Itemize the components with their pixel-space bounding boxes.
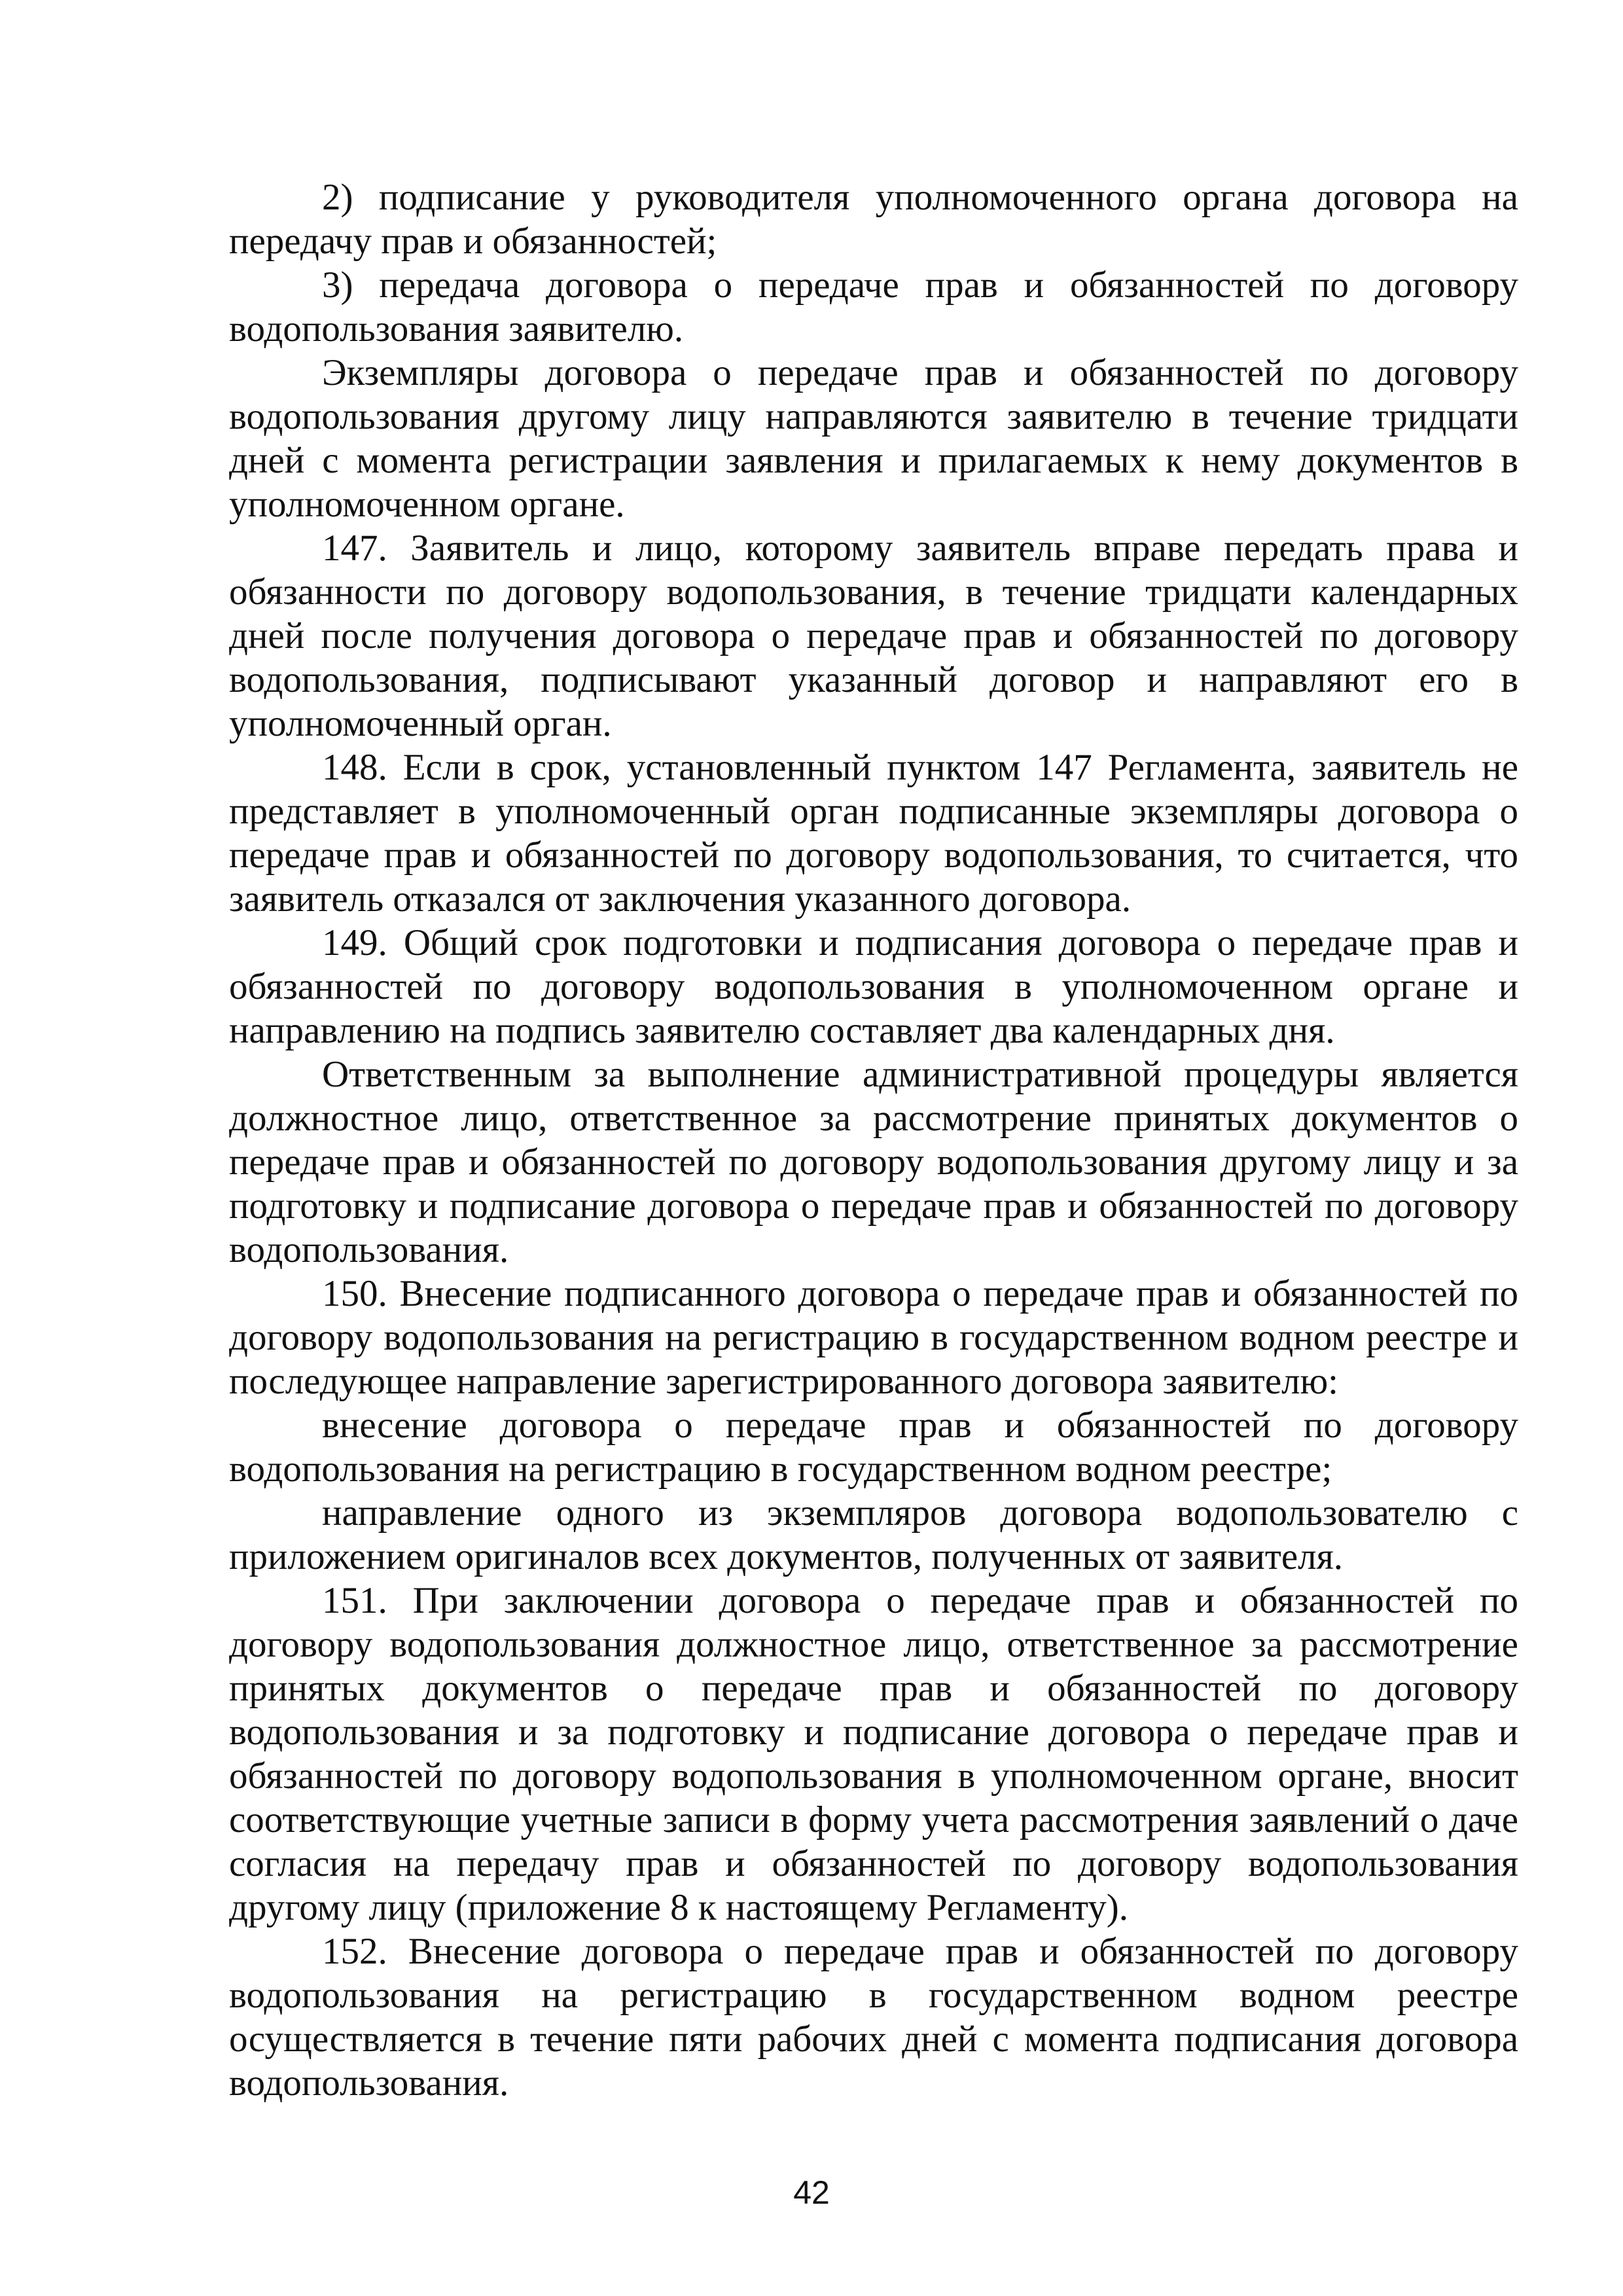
paragraph-item-2: 2) подписание у руководителя уполномоченного органа договора на передачу прав и обязанностей;	[229, 177, 1518, 262]
paragraph-copies-of-contract: Экземпляры договора о передаче прав и обязанностей по договору водопользования другому лицу направляются заявителю в течение тридцати дней с момента регистрации заявления и прилагаемых к нему документов в уполномоченном органе.	[229, 352, 1518, 525]
paragraph-149: 149. Общий срок подготовки и подписания договора о передаче прав и обязанностей по договору водопользования в уполномоченном органе и направлению на подпись заявителю составляет два календарных дня.	[229, 922, 1518, 1051]
document-body	[229, 175, 1518, 2105]
paragraph-152: 152. Внесение договора о передаче прав и обязанностей по договору водопользования на регистрацию в государственном водном реестре осуществляется в течение пяти рабочих дней с момента подписания договора водопользования.	[229, 1931, 1518, 2104]
paragraph-148: 148. Если в срок, установленный пунктом 147 Регламента, заявитель не представляет в уполномоченный орган подписанные экземпляры договора о передаче прав и обязанностей по договору водопользования, то считается, что заявитель отказался от заключения указанного договора.	[229, 747, 1518, 920]
page-number: 42	[793, 2174, 830, 2211]
paragraph-150-registration: внесение договора о передаче прав и обязанностей по договору водопользования на регистрацию в государственном водном реестре;	[229, 1405, 1518, 1490]
paragraph-responsible-official: Ответственным за выполнение административной процедуры является должностное лицо, ответственное за рассмотрение принятых документов о передаче прав и обязанностей по договору водопользования другому лицу и за подготовку и подписание договора о передаче прав и обязанностей по договору водопользования.	[229, 1054, 1518, 1270]
paragraph-150-sending: направление одного из экземпляров договора водопользователю с приложением оригиналов всех документов, полученных от заявителя.	[229, 1492, 1518, 1577]
paragraph-147: 147. Заявитель и лицо, которому заявитель вправе передать права и обязанности по договору водопользования, в течение тридцати календарных дней после получения договора о передаче прав и обязанностей по договору водопользования, подписывают указанный договор и направляют его в уполномоченный орган.	[229, 528, 1518, 744]
paragraph-150: 150. Внесение подписанного договора о передаче прав и обязанностей по договору водопользования на регистрацию в государственном водном реестре и последующее направление зарегистрированного договора заявителю:	[229, 1273, 1518, 1402]
paragraph-151: 151. При заключении договора о передаче прав и обязанностей по договору водопользования должностное лицо, ответственное за рассмотрение принятых документов о передаче прав и обязанностей по договору водопользования и за подготовку и подписание договора о передаче прав и обязанностей по договору водопользования в уполномоченном органе, вносит соответствующие учетные записи в форму учета рассмотрения заявлений о даче согласия на передачу прав и обязанностей по договору водопользования другому лицу (приложение 8 к настоящему Регламенту).	[229, 1580, 1518, 1928]
paragraph-item-3: 3) передача договора о передаче прав и обязанностей по договору водопользования заявителю.	[229, 264, 1518, 350]
